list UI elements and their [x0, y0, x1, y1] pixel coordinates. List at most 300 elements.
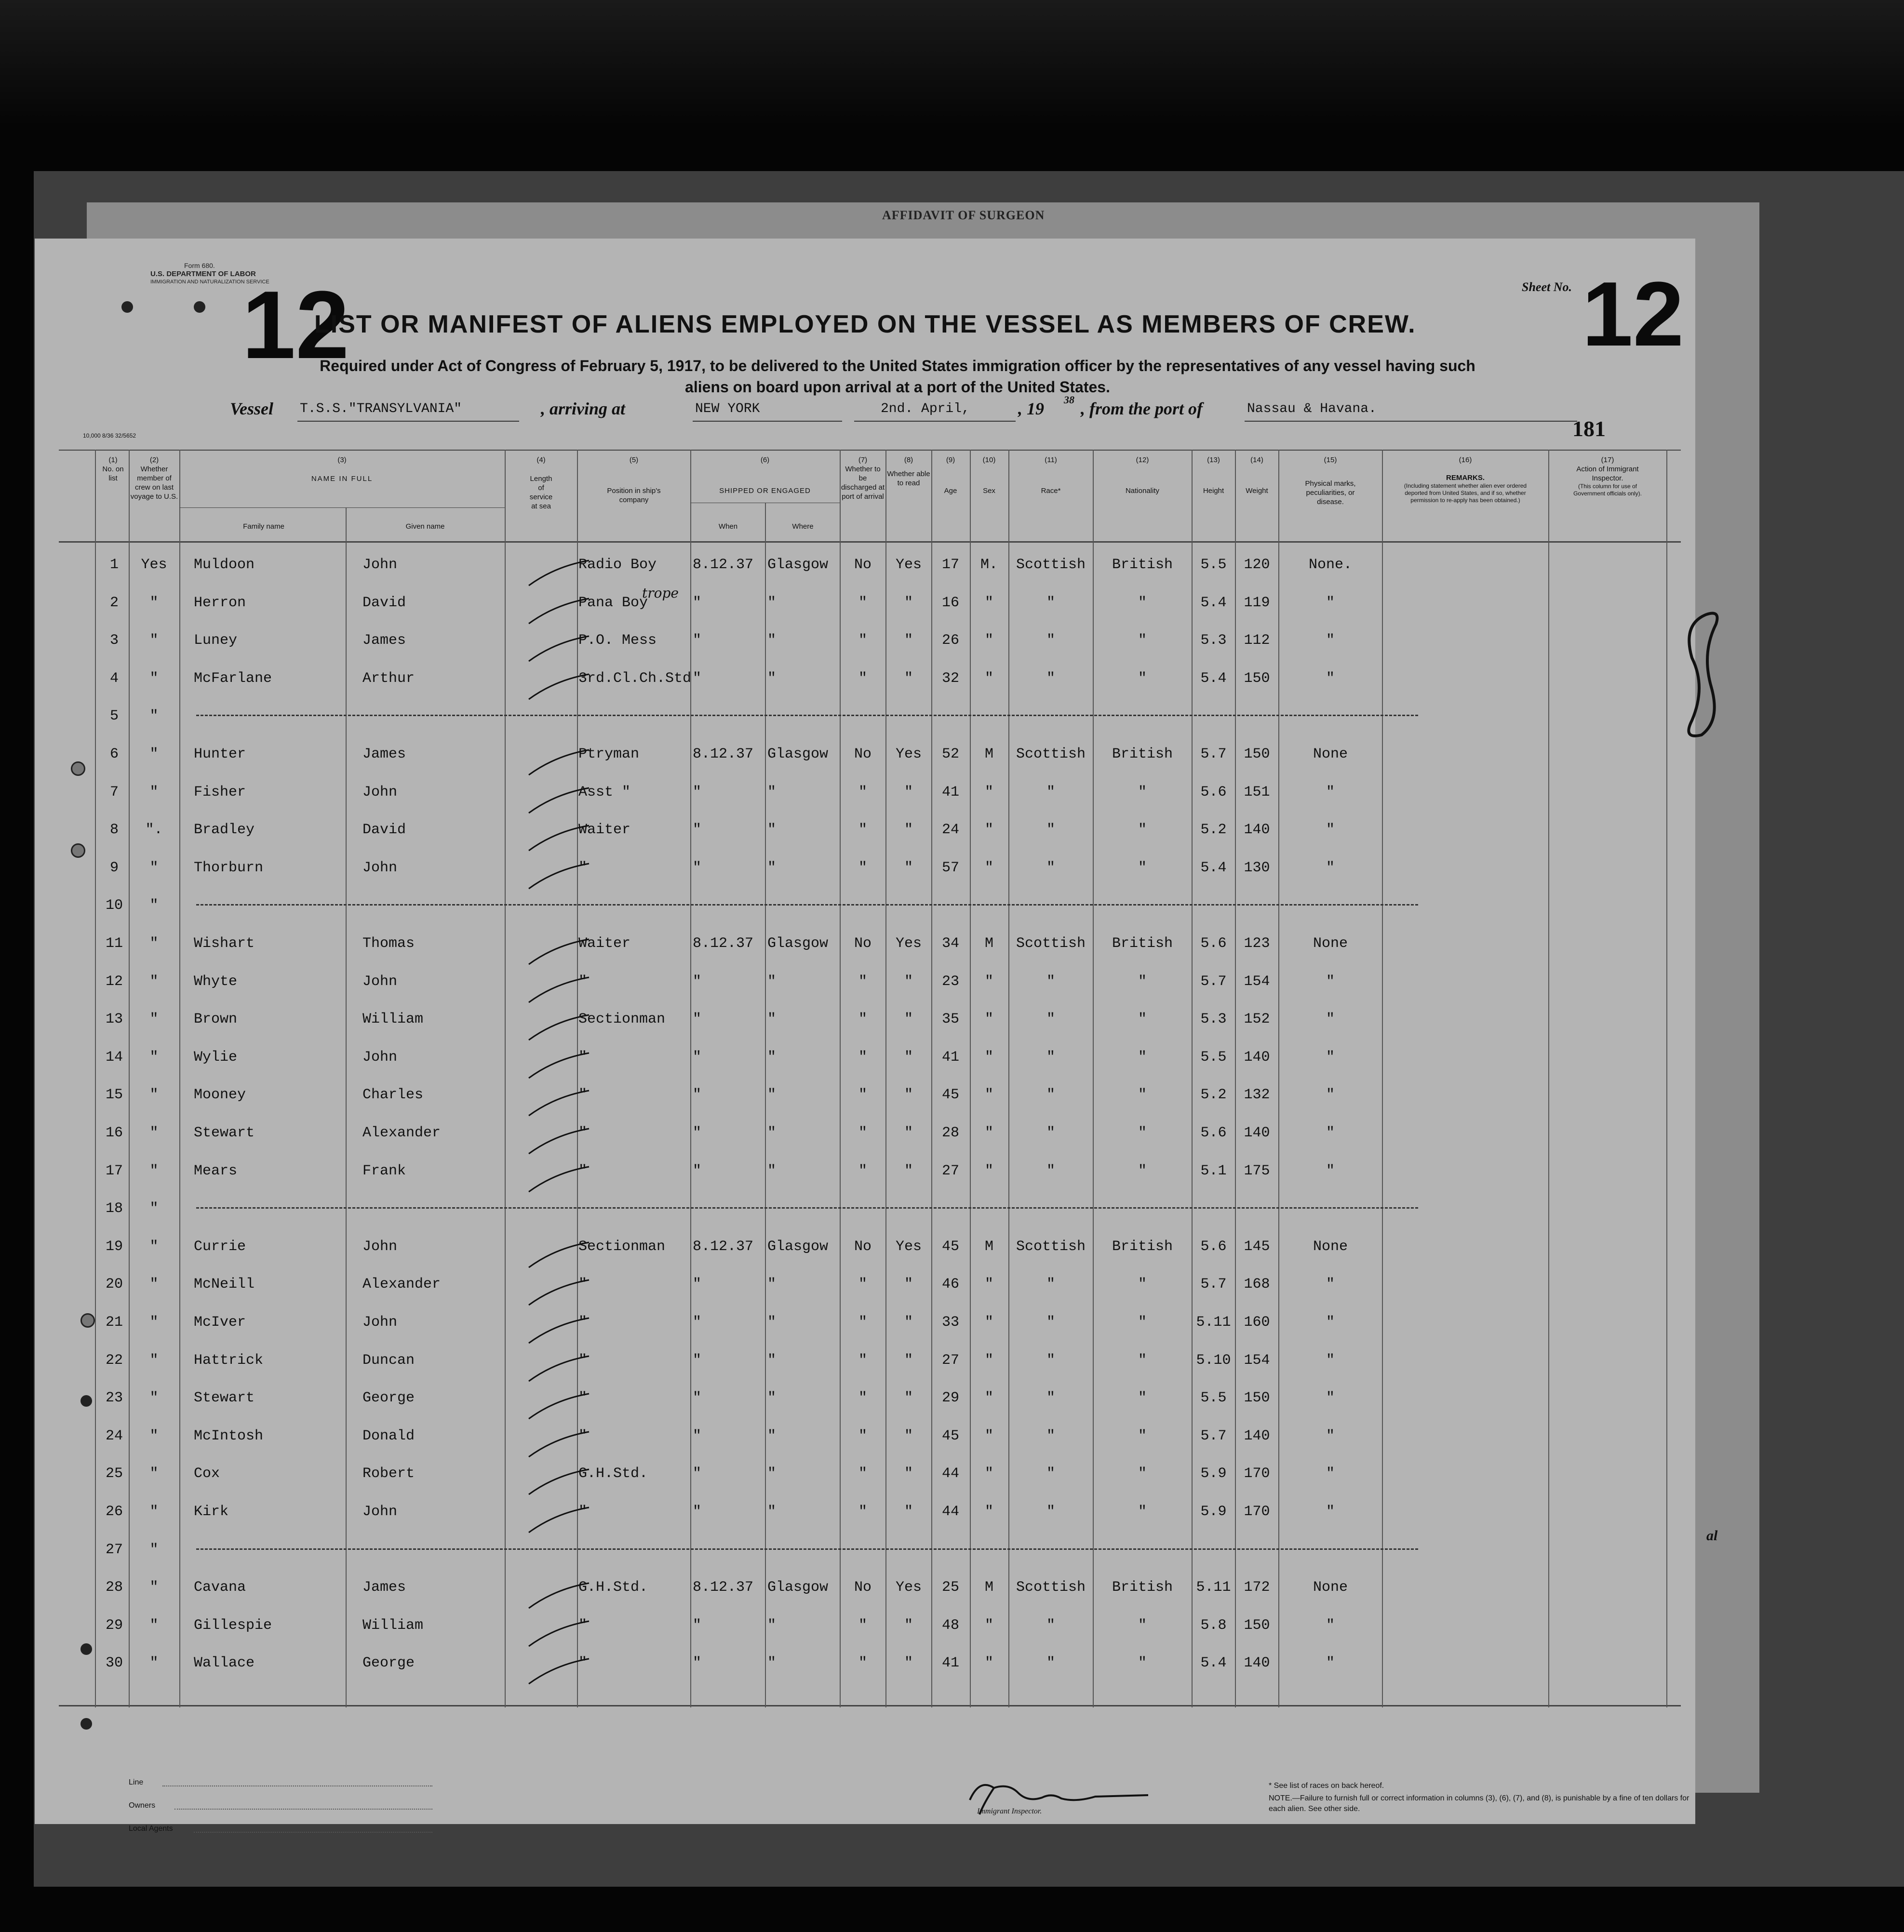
col2-header: (2) Whether member of crew on last voyage to U.S.	[130, 456, 178, 501]
cell-given: William	[362, 1011, 424, 1028]
cell-prev: "	[149, 1314, 159, 1331]
cell-where: "	[767, 1011, 777, 1028]
cell-position: "	[578, 1276, 588, 1293]
cell-nat: "	[1138, 1390, 1147, 1407]
cell-prev: "	[149, 1087, 159, 1104]
table-row	[35, 860, 1695, 895]
cell-disch: "	[858, 1617, 867, 1634]
cell-where: "	[767, 1390, 777, 1407]
cell-when: "	[693, 822, 702, 839]
cell-race: "	[1046, 1466, 1055, 1482]
table-row	[35, 1163, 1695, 1199]
cell-disch: No	[854, 1238, 872, 1255]
cell-when: 8.12.37	[693, 557, 754, 573]
cell-family: McIver	[194, 1314, 246, 1331]
cell-no: 23	[105, 1390, 123, 1407]
cell-race: Scottish	[1016, 557, 1086, 573]
col8-header: (8) Whether able to read	[887, 456, 930, 487]
cell-disch: "	[858, 1125, 867, 1141]
cell-read: Yes	[895, 1238, 922, 1255]
cell-where: Glasgow	[767, 1579, 829, 1596]
cell-position: Waiter	[578, 822, 631, 839]
cell-prev: "	[149, 632, 159, 649]
from-value: Nassau & Havana.	[1247, 401, 1377, 416]
cell-race: "	[1046, 1276, 1055, 1293]
cell-read: "	[904, 1427, 913, 1444]
cell-disch: No	[854, 935, 872, 952]
col3-header: (3) NAME IN FULL	[311, 456, 373, 483]
cell-age: 41	[941, 1049, 959, 1066]
cell-family: Whyte	[194, 973, 238, 990]
table-row	[35, 557, 1695, 592]
cell-disch: "	[858, 1314, 867, 1331]
cell-nat: British	[1112, 935, 1173, 952]
cell-when: "	[693, 1390, 702, 1407]
given-name-header: Given name	[405, 522, 445, 531]
cell-position: "	[578, 1125, 588, 1141]
cell-family: Luney	[194, 632, 238, 649]
cell-disch: "	[858, 1276, 867, 1293]
cell-nat: British	[1112, 1579, 1173, 1596]
cell-race: "	[1046, 1125, 1055, 1141]
service-length-mark	[522, 632, 594, 666]
cell-height: 5.10	[1196, 1352, 1231, 1369]
cell-marks: "	[1326, 1087, 1335, 1104]
cell-when: "	[693, 1276, 702, 1293]
cell-given: Charles	[362, 1087, 424, 1104]
sheet-label: Sheet No.	[1522, 280, 1572, 294]
cell-age: 17	[941, 557, 959, 573]
cell-no: 4	[109, 670, 119, 687]
owners-label: Owners	[129, 1801, 156, 1810]
cell-when: "	[693, 784, 702, 800]
cell-marks: "	[1326, 1427, 1335, 1444]
table-row	[35, 1314, 1695, 1350]
cell-weight: 154	[1244, 1352, 1270, 1369]
cell-given: George	[362, 1390, 415, 1407]
cell-sex: M	[984, 746, 993, 762]
cell-prev: "	[149, 1427, 159, 1444]
cell-where: Glasgow	[767, 746, 829, 762]
cell-given: Alexander	[362, 1276, 441, 1293]
cell-family: Cox	[194, 1466, 220, 1482]
cell-nat: "	[1138, 670, 1147, 687]
col13-header: (13) Height	[1203, 456, 1224, 495]
cell-weight: 140	[1244, 1125, 1270, 1141]
header-bottom-rule	[59, 541, 1681, 543]
cell-marks: "	[1326, 1049, 1335, 1066]
cell-read: Yes	[895, 557, 922, 573]
cell-disch: "	[858, 859, 867, 876]
local-agents-label: Local Agents	[129, 1825, 173, 1833]
cell-marks: "	[1326, 784, 1335, 800]
cell-no: 30	[105, 1655, 123, 1672]
cell-when: "	[693, 1504, 702, 1520]
cell-where: "	[767, 973, 777, 990]
table-row	[35, 1390, 1695, 1426]
cell-when: "	[693, 1049, 702, 1066]
cell-age: 32	[941, 670, 959, 687]
cell-sex: "	[984, 1276, 993, 1293]
cell-race: "	[1046, 594, 1055, 611]
cell-age: 33	[941, 1314, 959, 1331]
cell-age: 23	[941, 973, 959, 990]
subtitle-line-2: aliens on board upon arrival at a port of the United States.	[685, 378, 1110, 396]
cell-family: McNeill	[194, 1276, 255, 1293]
cell-when: "	[693, 1617, 702, 1634]
cell-when: "	[693, 859, 702, 876]
cell-marks: None	[1313, 1579, 1348, 1596]
service-length-mark	[522, 1466, 594, 1499]
cell-no: 18	[105, 1200, 123, 1217]
binder-hole	[80, 1643, 92, 1655]
binder-hole	[71, 843, 85, 858]
cell-disch: "	[858, 1390, 867, 1407]
cell-height: 5.5	[1200, 557, 1227, 573]
cell-disch: "	[858, 973, 867, 990]
cell-disch: "	[858, 1352, 867, 1369]
cell-sex: "	[984, 1617, 993, 1634]
table-row	[35, 670, 1695, 706]
cell-sex: "	[984, 1390, 993, 1407]
penalty-note: NOTE.—Failure to furnish full or correct information in columns (3), (6), (7), and (8), is punishable by a fine of ten dollars for each alien. See other side.	[1269, 1794, 1689, 1813]
cell-read: "	[904, 1390, 913, 1407]
cell-given: John	[362, 557, 398, 573]
cell-nat: "	[1138, 632, 1147, 649]
cell-sex: M	[984, 1579, 993, 1596]
subtitle-line-1: Required under Act of Congress of February 5, 1917, to be delivered to the United States immigration officer by the representatives of any vessel having such	[320, 357, 1475, 374]
cell-given: Alexander	[362, 1125, 441, 1141]
binder-hole	[80, 1313, 95, 1328]
cell-age: 27	[941, 1352, 959, 1369]
cell-when: "	[693, 1352, 702, 1369]
cell-age: 41	[941, 784, 959, 800]
cell-family: Gillespie	[194, 1617, 272, 1634]
cell-age: 44	[941, 1466, 959, 1482]
cell-when: "	[693, 973, 702, 990]
cell-where: "	[767, 670, 777, 687]
crew-table	[35, 450, 1695, 1739]
cell-race: "	[1046, 1314, 1055, 1331]
service-length-mark	[522, 1049, 594, 1083]
cell-given: Robert	[362, 1466, 415, 1482]
cell-marks: None	[1313, 1238, 1348, 1255]
cell-family: Stewart	[194, 1125, 255, 1141]
cell-weight: 130	[1244, 859, 1270, 876]
cell-prev: "	[149, 1541, 159, 1558]
cell-height: 5.6	[1200, 1125, 1227, 1141]
service-length-mark	[522, 1352, 594, 1386]
cell-age: 34	[941, 935, 959, 952]
cell-marks: "	[1326, 1617, 1335, 1634]
cell-marks: "	[1326, 1011, 1335, 1028]
cell-given: James	[362, 632, 406, 649]
cell-read: "	[904, 632, 913, 649]
cell-sex: "	[984, 784, 993, 800]
cell-height: 5.2	[1200, 1087, 1227, 1104]
cell-weight: 150	[1244, 746, 1270, 762]
cell-given: David	[362, 822, 406, 839]
when-header: When	[718, 522, 738, 531]
cell-age: 35	[941, 1011, 959, 1028]
cell-age: 16	[941, 594, 959, 611]
cell-family: Wishart	[194, 935, 255, 952]
blank-row	[35, 1200, 1695, 1236]
cell-marks: None	[1313, 935, 1348, 952]
cell-read: "	[904, 1049, 913, 1066]
cell-nat: "	[1138, 1049, 1147, 1066]
cell-where: "	[767, 1466, 777, 1482]
cell-read: "	[904, 1162, 913, 1179]
col6-header: (6) SHIPPED OR ENGAGED	[719, 456, 811, 495]
cell-sex: "	[984, 1125, 993, 1141]
cell-given: John	[362, 1049, 398, 1066]
blank-line	[196, 904, 1418, 906]
where-header: Where	[792, 522, 814, 531]
cell-no: 16	[105, 1125, 123, 1141]
cell-weight: 168	[1244, 1276, 1270, 1293]
cell-where: Glasgow	[767, 935, 829, 952]
cell-prev: "	[149, 670, 159, 687]
cell-age: 45	[941, 1087, 959, 1104]
cell-where: "	[767, 1314, 777, 1331]
table-row	[35, 1579, 1695, 1615]
cell-read: Yes	[895, 746, 922, 762]
cell-given: Donald	[362, 1427, 415, 1444]
cell-position: P.O. Mess	[578, 632, 657, 649]
cell-marks: None	[1313, 746, 1348, 762]
blank-row	[35, 708, 1695, 744]
service-length-mark	[522, 935, 594, 969]
cell-family: Stewart	[194, 1390, 255, 1407]
cell-read: "	[904, 1655, 913, 1672]
cell-no: 15	[105, 1087, 123, 1104]
cell-when: "	[693, 632, 702, 649]
punch-hole	[121, 301, 133, 313]
cell-family: Bradley	[194, 822, 255, 839]
page-title: LIST OR MANIFEST OF ALIENS EMPLOYED ON THE VESSEL AS MEMBERS OF CREW.	[314, 310, 1416, 338]
cell-nat: "	[1138, 594, 1147, 611]
cell-sex: "	[984, 973, 993, 990]
cell-race: "	[1046, 822, 1055, 839]
blank-line	[196, 1548, 1418, 1550]
service-length-mark	[522, 1125, 594, 1159]
cell-disch: No	[854, 746, 872, 762]
cell-age: 28	[941, 1125, 959, 1141]
cell-weight: 152	[1244, 1011, 1270, 1028]
page-number: 181	[1572, 416, 1606, 441]
cell-no: 5	[109, 708, 119, 725]
cell-marks: "	[1326, 594, 1335, 611]
cell-position: "	[578, 1427, 588, 1444]
cell-race: "	[1046, 973, 1055, 990]
table-row	[35, 1655, 1695, 1691]
cell-height: 5.4	[1200, 1655, 1227, 1672]
service-length-mark	[522, 1163, 594, 1197]
cell-given: John	[362, 1504, 398, 1520]
cell-sex: "	[984, 822, 993, 839]
cell-family: Cavana	[194, 1579, 246, 1596]
cell-when: "	[693, 1427, 702, 1444]
cell-height: 5.8	[1200, 1617, 1227, 1634]
cell-race: "	[1046, 1049, 1055, 1066]
service-length-mark	[522, 1011, 594, 1045]
cell-disch: "	[858, 1049, 867, 1066]
arrival-date: 2nd. April,	[881, 401, 970, 416]
cell-race: "	[1046, 1617, 1055, 1634]
cell-weight: 154	[1244, 973, 1270, 990]
cell-height: 5.4	[1200, 670, 1227, 687]
cell-age: 44	[941, 1504, 959, 1520]
service-length-mark	[522, 1617, 594, 1651]
col14-header: (14) Weight	[1246, 456, 1268, 495]
cell-weight: 160	[1244, 1314, 1270, 1331]
cell-weight: 140	[1244, 822, 1270, 839]
cell-when: "	[693, 670, 702, 687]
col16-header: (16) REMARKS. (Including statement whether alien ever ordered deported from United States, and if so, whether permission to re-apply has been obtained.)	[1404, 456, 1527, 504]
cell-read: "	[904, 594, 913, 611]
cell-nat: "	[1138, 1427, 1147, 1444]
cell-nat: "	[1138, 973, 1147, 990]
print-code: 10,000 8/36 32/5652	[83, 432, 136, 439]
cell-read: Yes	[895, 1579, 922, 1596]
cell-position: G.H.Std.	[578, 1579, 648, 1596]
cell-no: 29	[105, 1617, 123, 1634]
cell-disch: "	[858, 632, 867, 649]
cell-family: Thorburn	[194, 859, 264, 876]
table-row	[35, 632, 1695, 668]
cell-where: "	[767, 1162, 777, 1179]
cell-position: Ptryman	[578, 746, 640, 762]
cell-disch: "	[858, 1466, 867, 1482]
cell-marks: "	[1326, 1504, 1335, 1520]
cell-sex: "	[984, 859, 993, 876]
col17-header: (17) Action of Immigrant Inspector. (This column for use of Government officials only).	[1573, 456, 1642, 497]
service-length-mark	[522, 860, 594, 893]
cell-position: "	[578, 1352, 588, 1369]
cell-when: "	[693, 1087, 702, 1104]
cell-no: 14	[105, 1049, 123, 1066]
from-underline	[1245, 421, 1577, 422]
cell-prev: "	[149, 1352, 159, 1369]
cell-age: 24	[941, 822, 959, 839]
cell-position: Waiter	[578, 935, 631, 952]
cell-disch: "	[858, 1655, 867, 1672]
service-length-mark	[522, 973, 594, 1007]
cell-age: 46	[941, 1276, 959, 1293]
col11-header: (11) Race*	[1041, 456, 1061, 495]
cell-prev: "	[149, 935, 159, 952]
cell-height: 5.5	[1200, 1049, 1227, 1066]
cell-prev: "	[149, 973, 159, 990]
cell-prev: "	[149, 1504, 159, 1520]
cell-sex: "	[984, 1162, 993, 1179]
agents-dots	[194, 1832, 432, 1833]
cell-prev: "	[149, 1011, 159, 1028]
cell-when: 8.12.37	[693, 1579, 754, 1596]
col5-header: (5) Position in ship's company	[607, 456, 661, 504]
cell-given: John	[362, 973, 398, 990]
cell-sex: M	[984, 935, 993, 952]
cell-weight: 172	[1244, 1579, 1270, 1596]
cell-height: 5.11	[1196, 1314, 1231, 1331]
cell-nat: "	[1138, 1276, 1147, 1293]
cell-nat: "	[1138, 1352, 1147, 1369]
cell-race: Scottish	[1016, 1579, 1086, 1596]
cell-where: Glasgow	[767, 1238, 829, 1255]
cell-family: Herron	[194, 594, 246, 611]
cell-disch: "	[858, 594, 867, 611]
cell-no: 26	[105, 1504, 123, 1520]
blank-row	[35, 1542, 1695, 1577]
cell-weight: 140	[1244, 1049, 1270, 1066]
cell-position: Asst "	[578, 784, 631, 800]
cell-position: "	[578, 1504, 588, 1520]
cell-when: 8.12.37	[693, 935, 754, 952]
col9-header: (9) Age	[944, 456, 957, 495]
handwritten-mark	[1673, 605, 1730, 745]
department: U.S. DEPARTMENT OF LABOR	[150, 270, 256, 278]
cell-where: "	[767, 1655, 777, 1672]
table-row	[35, 1011, 1695, 1047]
cell-read: "	[904, 1352, 913, 1369]
cell-family: Muldoon	[194, 557, 255, 573]
col4-header: (4) Length of service at sea	[529, 456, 553, 510]
cell-marks: "	[1326, 822, 1335, 839]
cell-prev: "	[149, 1162, 159, 1179]
cell-sex: "	[984, 594, 993, 611]
cell-where: "	[767, 1427, 777, 1444]
vessel-value: T.S.S."TRANSYLVANIA"	[300, 401, 462, 416]
cell-family: Wallace	[194, 1655, 255, 1672]
cell-nat: "	[1138, 1087, 1147, 1104]
arriving-value: NEW YORK	[695, 401, 760, 416]
cell-marks: "	[1326, 1125, 1335, 1141]
cell-family: Fisher	[194, 784, 246, 800]
cell-no: 7	[109, 784, 119, 800]
cell-when: "	[693, 1655, 702, 1672]
cell-nat: "	[1138, 1655, 1147, 1672]
service: IMMIGRATION AND NATURALIZATION SERVICE	[150, 279, 269, 285]
cell-when: 8.12.37	[693, 746, 754, 762]
cell-disch: "	[858, 822, 867, 839]
cell-given: William	[362, 1617, 424, 1634]
cell-age: 25	[941, 1579, 959, 1596]
cell-height: 5.9	[1200, 1466, 1227, 1482]
cell-nat: "	[1138, 784, 1147, 800]
cell-nat: "	[1138, 1466, 1147, 1482]
cell-prev: "	[149, 1049, 159, 1066]
cell-nat: "	[1138, 1125, 1147, 1141]
cell-nat: "	[1138, 1162, 1147, 1179]
cell-disch: "	[858, 784, 867, 800]
cell-read: "	[904, 670, 913, 687]
cell-marks: "	[1326, 973, 1335, 990]
cell-sex: "	[984, 1087, 993, 1104]
service-length-mark	[522, 822, 594, 855]
cell-marks: "	[1326, 632, 1335, 649]
blank-line	[196, 715, 1418, 716]
cell-no: 17	[105, 1162, 123, 1179]
cell-where: "	[767, 1125, 777, 1141]
cell-race: "	[1046, 1352, 1055, 1369]
cell-when: "	[693, 594, 702, 611]
cell-where: Glasgow	[767, 557, 829, 573]
cell-age: 45	[941, 1238, 959, 1255]
cell-prev: "	[149, 708, 159, 725]
cell-weight: 170	[1244, 1504, 1270, 1520]
cell-sex: "	[984, 670, 993, 687]
